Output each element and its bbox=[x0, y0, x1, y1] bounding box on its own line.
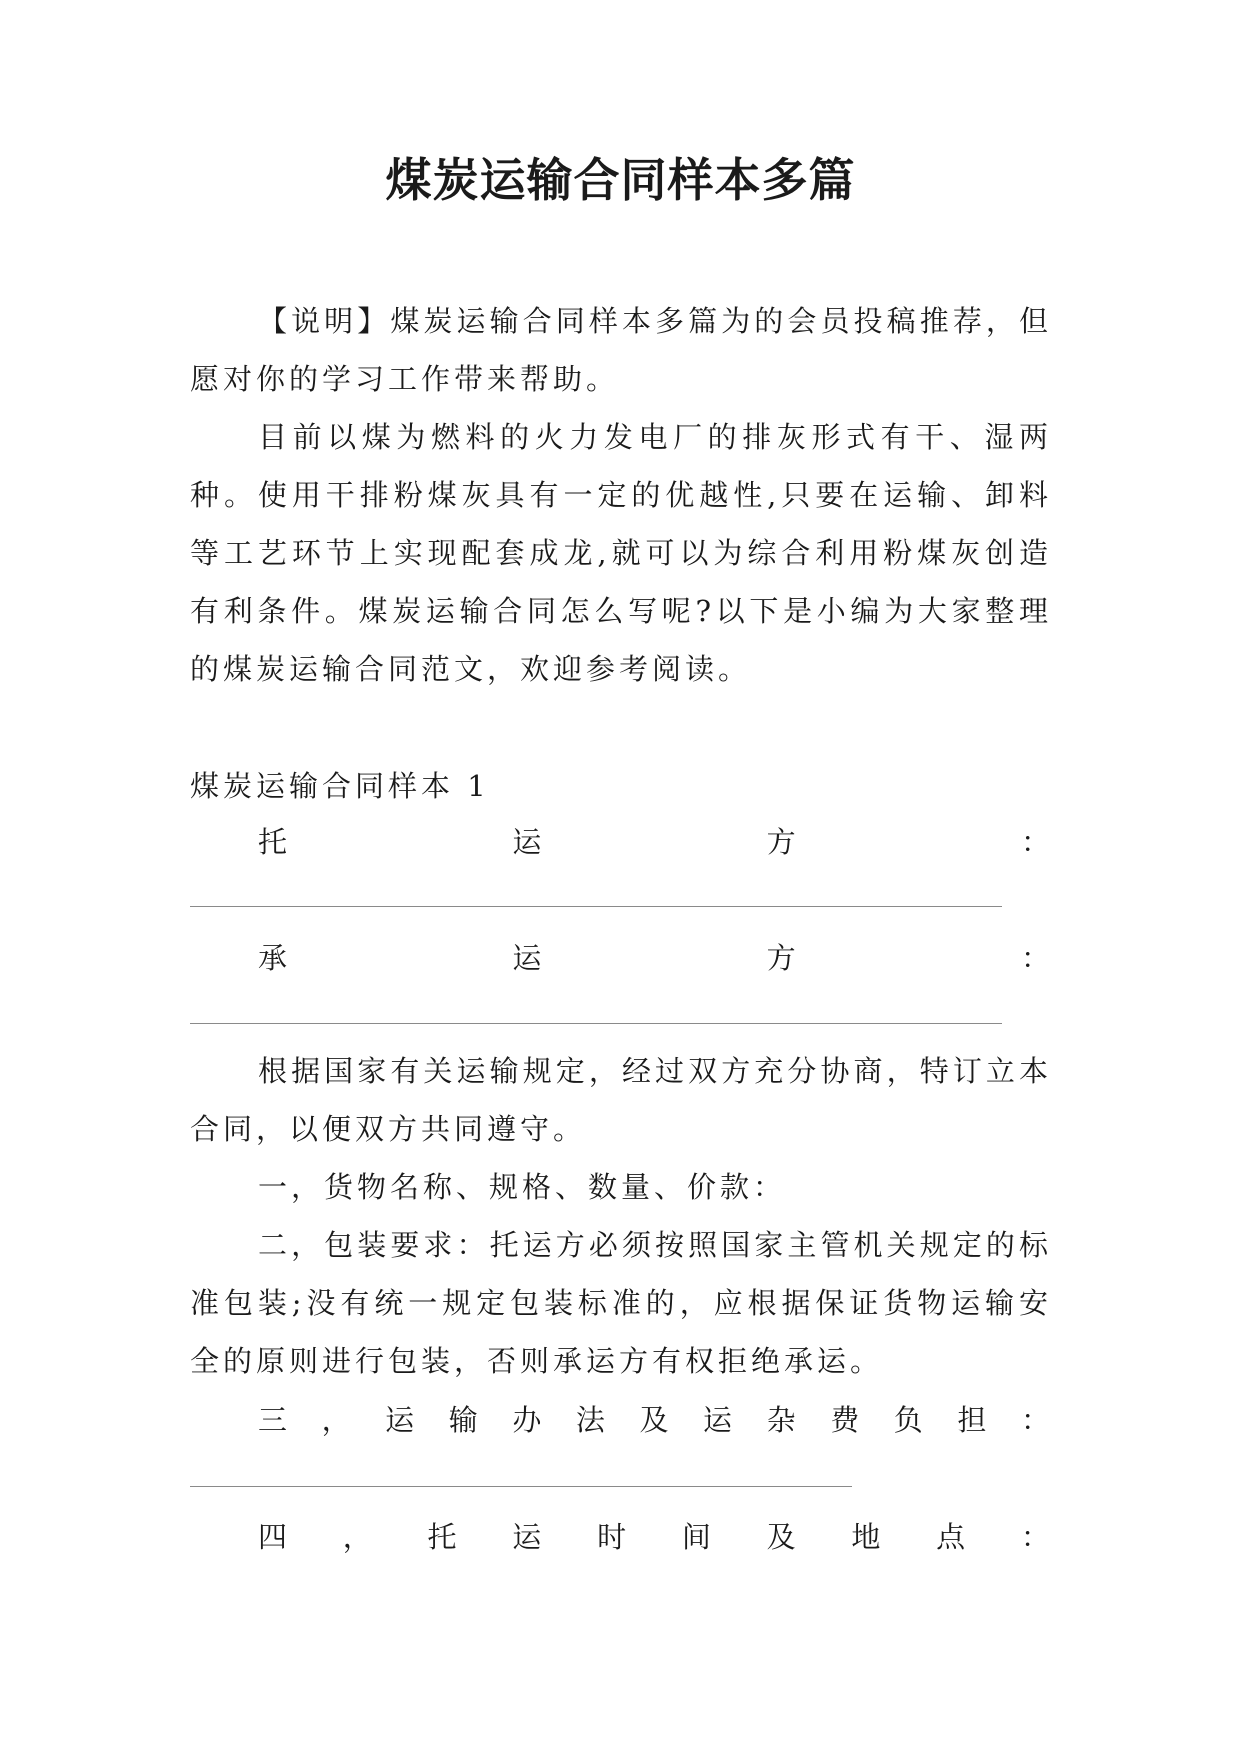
clause-4-char: 及 bbox=[766, 1520, 796, 1554]
clause-3-row bbox=[258, 1400, 1050, 1440]
clause-3-char: 杂 bbox=[766, 1403, 796, 1437]
sample-heading-block bbox=[190, 757, 1052, 815]
intro-section bbox=[190, 292, 1052, 698]
clause-4-char: 地 bbox=[851, 1520, 881, 1554]
clause-4-char: 时 bbox=[597, 1520, 627, 1554]
contract-body bbox=[190, 1042, 1052, 1390]
clause-3-char: 输 bbox=[448, 1403, 478, 1437]
clause-4-char: 运 bbox=[512, 1520, 542, 1554]
clause-3-char: 担 bbox=[957, 1403, 987, 1437]
carrier-char: 运 bbox=[512, 941, 542, 975]
carrier-fill-line bbox=[190, 1023, 1002, 1024]
document-title: 煤炭运输合同样本多篇 bbox=[385, 153, 856, 207]
clause-3-char: 办 bbox=[512, 1403, 542, 1437]
clause-3-char: ， bbox=[321, 1403, 351, 1437]
clause-3-char: 三 bbox=[258, 1403, 288, 1437]
clause-4-char: 四 bbox=[258, 1520, 288, 1554]
clause-4-char: ， bbox=[342, 1520, 372, 1554]
carrier-char: 方 bbox=[766, 941, 796, 975]
clause-3-char: 运 bbox=[703, 1403, 733, 1437]
clause-4-char: 间 bbox=[681, 1520, 711, 1554]
carrier-char: ： bbox=[1020, 941, 1050, 975]
shipper-char: 托 bbox=[258, 825, 288, 859]
intro-note: 【说明】煤炭运输合同样本多篇为的会员投稿推荐，但愿对你的学习工作带来帮助。 bbox=[190, 304, 1052, 396]
shipper-char: 运 bbox=[512, 825, 542, 859]
clause-3-char: 负 bbox=[893, 1403, 923, 1437]
clause-4-char: ： bbox=[1020, 1520, 1050, 1554]
intro-body: 目前以煤为燃料的火力发电厂的排灰形式有干、湿两种。使用干排粉煤灰具有一定的优越性,只要在运输、卸料等工艺环节上实现配套成龙,就可以为综合利用粉煤灰创造有利条件。煤炭运输合同怎么写呢?以下是小编为大家整理的煤炭运输合同范文，欢迎参考阅读。 bbox=[190, 420, 1052, 686]
shipper-row bbox=[258, 822, 1050, 862]
clause-3-fill-line bbox=[190, 1486, 852, 1487]
clause-1: 一，货物名称、规格、数量、价款： bbox=[258, 1170, 787, 1204]
carrier-char: 承 bbox=[258, 941, 288, 975]
clause-3-char: ： bbox=[1020, 1403, 1050, 1437]
clause-4-char: 托 bbox=[427, 1520, 457, 1554]
clause-3-char: 法 bbox=[575, 1403, 605, 1437]
clause-2: 二，包装要求：托运方必须按照国家主管机关规定的标准包装;没有统一规定包装标准的，应根据保证货物运输安全的原则进行包装，否则承运方有权拒绝承运。 bbox=[190, 1228, 1052, 1378]
contract-preamble: 根据国家有关运输规定，经过双方充分协商，特订立本合同，以便双方共同遵守。 bbox=[190, 1054, 1052, 1146]
shipper-char: ： bbox=[1020, 825, 1050, 859]
clause-3-char: 运 bbox=[385, 1403, 415, 1437]
carrier-row bbox=[258, 938, 1050, 978]
shipper-fill-line bbox=[190, 906, 1002, 907]
clause-4-char: 点 bbox=[936, 1520, 966, 1554]
clause-4-row bbox=[258, 1517, 1050, 1557]
clause-3-char: 费 bbox=[830, 1403, 860, 1437]
shipper-char: 方 bbox=[766, 825, 796, 859]
sample-heading: 煤炭运输合同样本 1 bbox=[190, 769, 490, 803]
clause-3-char: 及 bbox=[639, 1403, 669, 1437]
